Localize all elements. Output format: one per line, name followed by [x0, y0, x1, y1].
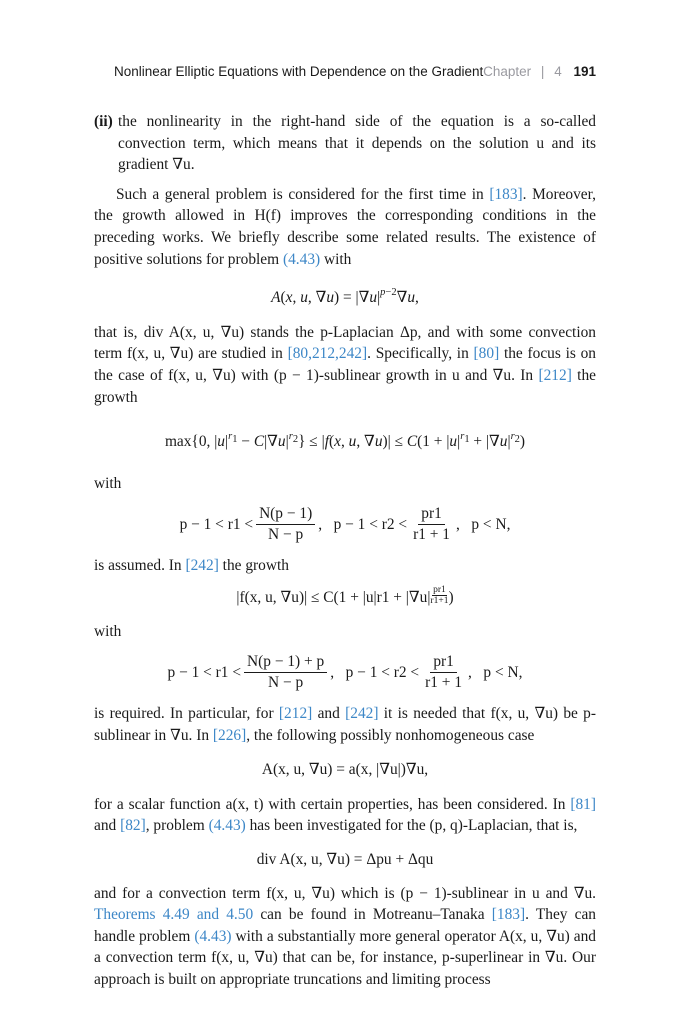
denominator: r1 + 1: [425, 674, 463, 692]
eq5-mid: , p − 1 < r2 <: [330, 663, 420, 681]
paragraph-3: [94, 555, 596, 577]
text: the growth: [94, 366, 596, 406]
ref-link-81[interactable]: [81]: [570, 795, 596, 813]
text: . Specifically, in: [367, 345, 474, 363]
ref-link-183[interactable]: [183]: [489, 185, 523, 203]
ref-link-eq-4-43[interactable]: (4.43): [208, 817, 246, 835]
text: it is needed that f(x, u, ∇u) be p-sublinear in ∇u. In: [94, 705, 597, 744]
eq3-fraction-1: [256, 504, 315, 545]
list-item-text: the nonlinearity in the right-hand side of the equation is a so-called convection term, which means that it depends on the solution u and its gradient ∇u.: [118, 113, 596, 174]
paragraph-5: [94, 794, 596, 837]
eq3-right: , p < N,: [456, 516, 511, 534]
chapter-separator: |: [540, 64, 545, 79]
equation-4: [94, 585, 596, 609]
eq5-left: p − 1 < r1 <: [167, 663, 242, 681]
ref-link-183[interactable]: [183]: [491, 906, 526, 924]
page-body: [94, 111, 596, 991]
with-label-2: with: [94, 622, 122, 640]
eq4-main: |f(x, u, ∇u)| ≤ C(1 + |u|r1 + |∇u|: [236, 588, 431, 606]
text: . They can handle problem: [94, 906, 597, 945]
paragraph-1: [94, 184, 596, 270]
ref-link-242[interactable]: [242]: [185, 557, 219, 575]
numerator: pr1: [418, 504, 445, 525]
equation-7: [94, 849, 596, 871]
denominator: N − p: [268, 674, 304, 692]
text: , the following possibly nonhomogeneous case: [246, 726, 535, 744]
numerator: pr1: [430, 652, 457, 673]
ref-link-242[interactable]: [242]: [345, 705, 379, 723]
denominator: r1 + 1: [413, 526, 450, 544]
ref-link-80[interactable]: [80]: [473, 345, 500, 363]
text: and: [94, 817, 121, 835]
eq4-exponent-fraction: [430, 585, 448, 606]
with-label-1: with: [94, 474, 122, 492]
eq5-fraction-2: [422, 652, 465, 693]
numerator: N(p − 1) + p: [244, 652, 327, 673]
text: that is, div A(x, u, ∇u) stands the p-Laplacian Δp, and with some convection term f(x, u, ∇u) are studied in: [94, 323, 596, 363]
denominator: r1+1: [430, 595, 449, 606]
numerator: pr1: [433, 584, 446, 595]
running-header: [114, 64, 596, 84]
equation-6: [94, 759, 596, 781]
equation-5: [94, 652, 596, 693]
ref-link-theorems[interactable]: Theorems 4.49 and 4.50: [94, 906, 254, 924]
paragraph-2: [94, 322, 596, 408]
equation-3: [94, 504, 596, 545]
eq6-text: A(x, u, ∇u) = a(x, |∇u|)∇u,: [261, 761, 429, 779]
ref-link-226[interactable]: [226]: [212, 726, 247, 744]
ref-link-82[interactable]: [82]: [120, 817, 146, 835]
ref-link-eq-4-43[interactable]: (4.43): [194, 927, 232, 945]
text: . Moreover, the growth allowed in H(f) improves the corresponding conditions in the preceding works. We briefly describe some related results. The existence of positive solutions for problem: [94, 185, 596, 268]
ref-link-212[interactable]: [212]: [538, 366, 572, 384]
text: is assumed. In: [94, 557, 186, 575]
chapter-number: 4: [554, 64, 562, 79]
text: with: [320, 250, 352, 268]
eq3-fraction-2: [410, 504, 453, 545]
list-item-label: (ii): [94, 113, 113, 130]
list-item-ii: [94, 111, 596, 176]
page-number: 191: [573, 64, 596, 79]
text: is required. In particular, for: [94, 705, 279, 723]
eq3-left: p − 1 < r1 <: [179, 516, 254, 534]
text: and: [312, 705, 346, 723]
text: the growth: [218, 557, 289, 575]
text: can be found in Motreanu–Tanaka: [253, 906, 492, 924]
eq5-right: , p < N,: [468, 663, 523, 681]
denominator: N − p: [268, 526, 304, 544]
ref-link-eq-4-43[interactable]: (4.43): [282, 250, 321, 268]
paragraph-6: [94, 883, 596, 991]
eq4-close: ): [448, 588, 454, 606]
text: and for a convection term f(x, u, ∇u) which is (p − 1)-sublinear in u and ∇u.: [94, 884, 596, 902]
text: for a scalar function a(x, t) with certain properties, has been considered. In: [94, 795, 571, 813]
ref-link-80-212-242[interactable]: [80,212,242]: [287, 345, 368, 363]
eq7-text: div A(x, u, ∇u) = Δpu + Δqu: [256, 851, 434, 869]
ref-link-212[interactable]: [212]: [278, 705, 313, 723]
eq5-fraction-1: [244, 652, 327, 693]
paragraph-4: [94, 703, 596, 746]
chapter-label: Chapter: [483, 64, 532, 79]
numerator: N(p − 1): [256, 504, 315, 525]
running-title: Nonlinear Elliptic Equations with Dependence on the Gradient: [114, 64, 484, 79]
equation-1: A(x, u, $\nabla u) = |\nabla u|^{p-2}\nabla u$,: [271, 287, 419, 307]
chapter-page-info: [483, 64, 596, 79]
text: the focus is on the case of f(x, u, ∇u) with (p − 1)-sublinear growth in u and ∇u. In: [94, 345, 597, 384]
text: has been investigated for the (p, q)-Laplacian, that is,: [245, 817, 578, 835]
text: , problem: [145, 817, 209, 835]
text: Such a general problem is considered for the first time in: [116, 185, 490, 203]
eq3-mid: , p − 1 < r2 <: [318, 516, 408, 534]
text: with a substantially more general operator A(x, u, ∇u) and a convection term f(x, u, ∇u) that can be, for instance, p-superlinear in ∇u. Our approach is built on appropriate truncations and limiting process: [94, 927, 596, 989]
equation-2: max{0, $|u|^{r_1} - C|\nabla u|^{r_2}\} \le |f(x$, u, $\nabla u)| \le C(1 + |u|^{r_1} + |\nabla u|^{r_2})$: [164, 431, 526, 451]
